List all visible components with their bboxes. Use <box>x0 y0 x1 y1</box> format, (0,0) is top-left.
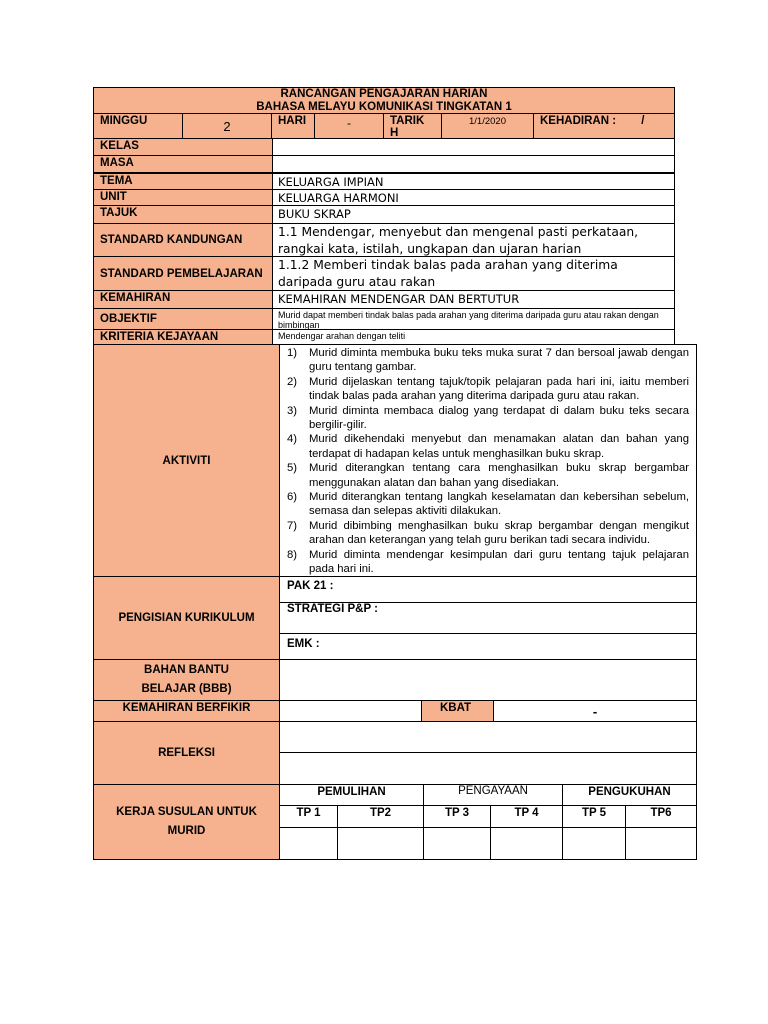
activity-text: Murid diminta membaca dialog yang terdapat di dalam buku teks secara bergilir-gilir. <box>309 404 689 432</box>
activity-item <box>280 490 689 519</box>
standard-pembelajaran-value: 1.1.2 Memberi tindak balas pada arahan yang diterima daripada guru atau rakan <box>272 256 675 291</box>
kriteria-kejayaan-value: Mendengar arahan dengan teliti <box>272 329 675 345</box>
tp4-header: TP 4 <box>490 805 563 828</box>
kehadiran-label <box>533 113 675 139</box>
activity-text: Murid dijelaskan tentang tajuk/topik pelajaran pada hari ini, iaitu memberi tindak balas pada arahan yang diterima daripada guru atau rakan. <box>309 375 689 403</box>
kemahiran-berfikir-field <box>279 700 422 722</box>
kehadiran-value: / <box>641 115 645 127</box>
tp6-cell <box>625 827 697 860</box>
refleksi-field-2 <box>279 752 697 785</box>
kemahiran-label: KEMAHIRAN <box>93 290 273 309</box>
activity-text: Murid diterangkan tentang cara menghasilkan buku skrap bergambar menggunakan alatan dan bahan yang disediakan. <box>309 462 689 489</box>
tema-label: TEMA <box>93 173 273 190</box>
activity-number: 1) <box>287 347 298 359</box>
unit-label: UNIT <box>93 189 273 206</box>
activity-item <box>280 375 689 404</box>
activity-number: 6) <box>287 491 298 504</box>
hari-label: HARI <box>271 113 315 139</box>
refleksi-field-1 <box>279 721 697 753</box>
bbb-field <box>279 659 697 701</box>
form-title: RANCANGAN PENGAJARAN HARIAN <box>280 88 488 100</box>
tp5-header: TP 5 <box>562 805 626 828</box>
activity-list <box>280 346 689 577</box>
tp1-header: TP 1 <box>279 805 338 828</box>
tp2-header: TP2 <box>337 805 424 828</box>
standard-pembelajaran-label: STANDARD PEMBELAJARAN <box>93 256 273 291</box>
activity-item <box>280 432 689 461</box>
activity-item <box>280 461 689 490</box>
minggu-label: MINGGU <box>93 113 183 139</box>
tajuk-value: BUKU SKRAP <box>272 205 675 224</box>
form-subtitle: BAHASA MELAYU KOMUNIKASI TINGKATAN 1 <box>256 100 512 113</box>
lesson-plan-form <box>93 87 697 860</box>
activity-item <box>280 548 689 577</box>
activity-item <box>280 519 689 548</box>
activity-text: Murid dikehendaki menyebut dan menamakan alatan dan bahan yang terdapat di hadapan kelas untuk menghasilkan buku skrap. <box>309 433 689 460</box>
tp3-cell <box>423 827 491 860</box>
activity-text: Murid diminta mendengar kesimpulan dari guru tentang tajuk pelajaran pada hari ini. <box>309 548 689 576</box>
strategi-pp-field: STRATEGI P&P : <box>279 602 697 634</box>
standard-kandungan-label: STANDARD KANDUNGAN <box>93 223 273 257</box>
activity-number: 3) <box>287 404 298 417</box>
kemahiran-berfikir-label: KEMAHIRAN BERFIKIR <box>93 700 280 722</box>
tarikh-label: TARIK H <box>383 113 442 139</box>
tp2-cell <box>337 827 424 860</box>
activity-number: 2) <box>287 375 298 388</box>
objektif-value: Murid dapat memberi tindak balas pada arahan yang diterima daripada guru atau rakan dengan bimbingan <box>272 308 675 330</box>
masa-label: MASA <box>93 155 273 173</box>
pengisian-kurikulum-label: PENGISIAN KURIKULUM <box>93 576 280 660</box>
kriteria-kejayaan-label: KRITERIA KEJAYAAN <box>93 329 273 345</box>
group-pengukuhan: PENGUKUHAN <box>562 784 697 806</box>
activity-number: 7) <box>287 519 298 532</box>
group-pemulihan: PEMULIHAN <box>279 784 424 806</box>
bbb-label: BAHAN BANTU BELAJAR (BBB) <box>93 659 280 701</box>
unit-value: KELUARGA HARMONI <box>272 189 675 206</box>
tp5-cell <box>562 827 626 860</box>
activity-item <box>280 346 689 375</box>
kehadiran-label-text: KEHADIRAN : <box>540 115 617 127</box>
kelas-label: KELAS <box>93 138 273 156</box>
tp4-cell <box>490 827 563 860</box>
tp6-header: TP6 <box>625 805 697 828</box>
kerja-susulan-label: KERJA SUSULAN UNTUK MURID <box>93 784 280 860</box>
tarikh-value: 1/1/2020 <box>441 113 534 139</box>
activity-text: Murid diterangkan tentang langkah keselamatan dan kebersihan sebelum, semasa dan selepas aktiviti dilakukan. <box>309 491 689 518</box>
activity-number: 4) <box>287 433 298 446</box>
activity-number: 8) <box>287 548 298 561</box>
tajuk-label: TAJUK <box>93 205 273 224</box>
activity-number: 5) <box>287 462 298 475</box>
kelas-value <box>272 138 675 156</box>
aktiviti-list-cell <box>279 344 697 577</box>
emk-field: EMK : <box>279 633 697 660</box>
kemahiran-value: KEMAHIRAN MENDENGAR DAN BERTUTUR <box>272 290 675 309</box>
pak21-field: PAK 21 : <box>279 576 697 603</box>
tp1-cell <box>279 827 338 860</box>
group-pengayaan: PENGAYAAN <box>423 784 563 806</box>
tema-value: KELUARGA IMPIAN <box>272 173 675 190</box>
tp3-header: TP 3 <box>423 805 491 828</box>
masa-value <box>272 155 675 173</box>
activity-text: Murid dibimbing menghasilkan buku skrap bergambar dengan mengikut arahan dan keterangan yang telah guru berikan tadi secara individu. <box>309 519 689 547</box>
objektif-label: OBJEKTIF <box>93 308 273 330</box>
kbat-value: - <box>493 700 697 722</box>
hari-value: - <box>314 113 384 139</box>
refleksi-label: REFLEKSI <box>93 721 280 785</box>
form-header <box>93 87 675 114</box>
activity-text: Murid diminta membuka buku teks muka surat 7 dan bersoal jawab dengan guru tentang gambar. <box>309 347 689 374</box>
kbat-label: KBAT <box>421 700 494 722</box>
standard-kandungan-value: 1.1 Mendengar, menyebut dan mengenal pasti perkataan, rangkai kata, istilah, ungkapan dan ujaran harian <box>272 223 675 257</box>
activity-item <box>280 404 689 433</box>
minggu-value: 2 <box>182 113 272 139</box>
aktiviti-label: AKTIVITI <box>93 344 280 577</box>
